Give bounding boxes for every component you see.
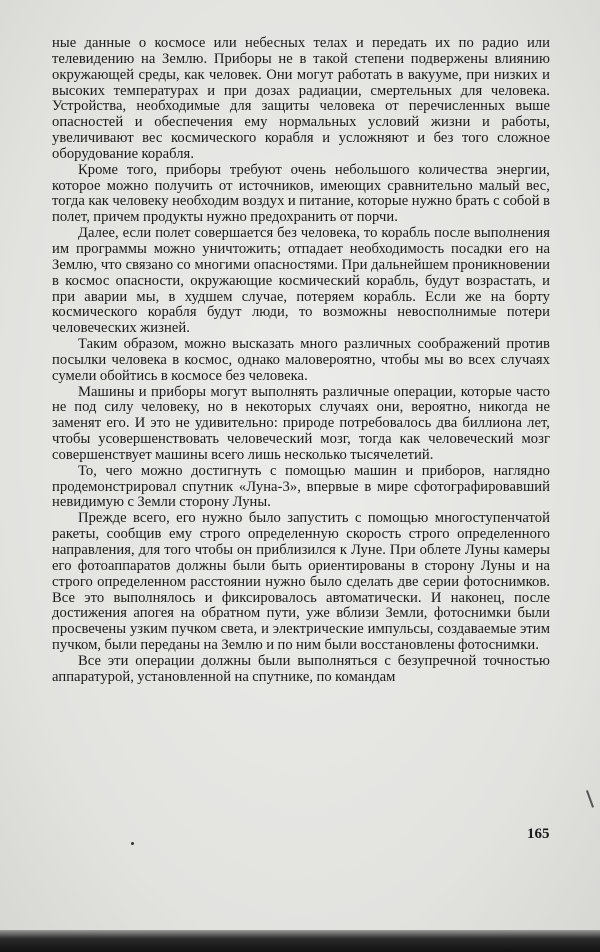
paragraph-unmanned-flight: Далее, если полет совершается без человека, то корабль после выполнения им программы можно уничтожить; отпадает необходимость посадки его на Землю, что связано со многими опасностями. При дальнейшем проникновении в космос опасности, окружающие космический корабль, будут возрастать, и при аварии мы, в худшем случае, потеряем корабль. Если же на борту космического корабля будут люди, то возможны невосполнимые потери человеческих жизней. bbox=[52, 225, 550, 337]
paragraph-launch: Прежде всего, его нужно было запустить с помощью многоступенчатой ракеты, сообщив ему строго определенную скорость строго определенного направления, для того чтобы он приблизился к Луне. При облете Луны камеры его фотоаппаратов должны были быть ориентированы в сторону Луны и на строго определенном расстоянии нужно было сделать две серии фотоснимков. Все это выполнялось и фиксировалось автоматически. И наконец, после достижения апогея на обратном пути, уже вблизи Земли, фотоснимки были просвечены узким пучком света, и электрические импульсы, создаваемые этим пучком, были переданы на Землю и по ним были восстановлены фотоснимки. bbox=[52, 510, 550, 654]
scan-mark bbox=[586, 790, 594, 807]
page-number: 165 bbox=[527, 826, 550, 842]
paragraph-continued: ные данные о космосе или небесных телах и передать их по радио или телевидению на Землю. Приборы не в такой степени подвержены влиянию окружающей среды, как человек. Они могут работать в вакууме, при низких и высоких температурах и при дозах радиации, смертельных для человека. Устройства, необходимые для защиты человека от перечисленных выше опасностей и обеспечения ему нормальных условий жизни и работы, увеличивают вес космического корабля и усложняют и без того сложное оборудование корабля. bbox=[52, 35, 550, 162]
scan-edge-shadow bbox=[0, 930, 600, 952]
body-text bbox=[52, 36, 550, 686]
paragraph-luna-3: То, чего можно достигнуть с помощью машин и приборов, наглядно продемонстрировал спутник «Луна-3», впервые в мире сфотографировавший невидимую с Земли сторону Луны. bbox=[52, 462, 550, 511]
paragraph-energy: Кроме того, приборы требуют очень небольшого количества энергии, которое можно получить от источников, имеющих сравнительно малый вес, тогда как человеку необходим воздух и питание, которые нужно брать с собой в полет, причем продукты нужно предохранить от порчи. bbox=[52, 161, 550, 226]
paragraph-operations: Все эти операции должны были выполняться с безупречной точностью аппаратурой, установленной на спутнике, по командам bbox=[52, 652, 550, 685]
scan-speck bbox=[131, 842, 134, 845]
paragraph-considerations: Таким образом, можно высказать много различных соображений против посылки человека в космос, однако маловероятно, чтобы мы во всех случаях сумели обойтись в космосе без человека. bbox=[52, 336, 550, 384]
paragraph-machines: Машины и приборы могут выполнять различные операции, которые часто не под силу человеку, но в некоторых случаях они, вероятно, никогда не заменят его. И это не удивительно: природе потребовалось два биллиона лет, чтобы усовершенствовать человеческий мозг, тогда как человеческий мозг совершенствует машины всего лишь несколько тысячелетий. bbox=[52, 383, 550, 463]
